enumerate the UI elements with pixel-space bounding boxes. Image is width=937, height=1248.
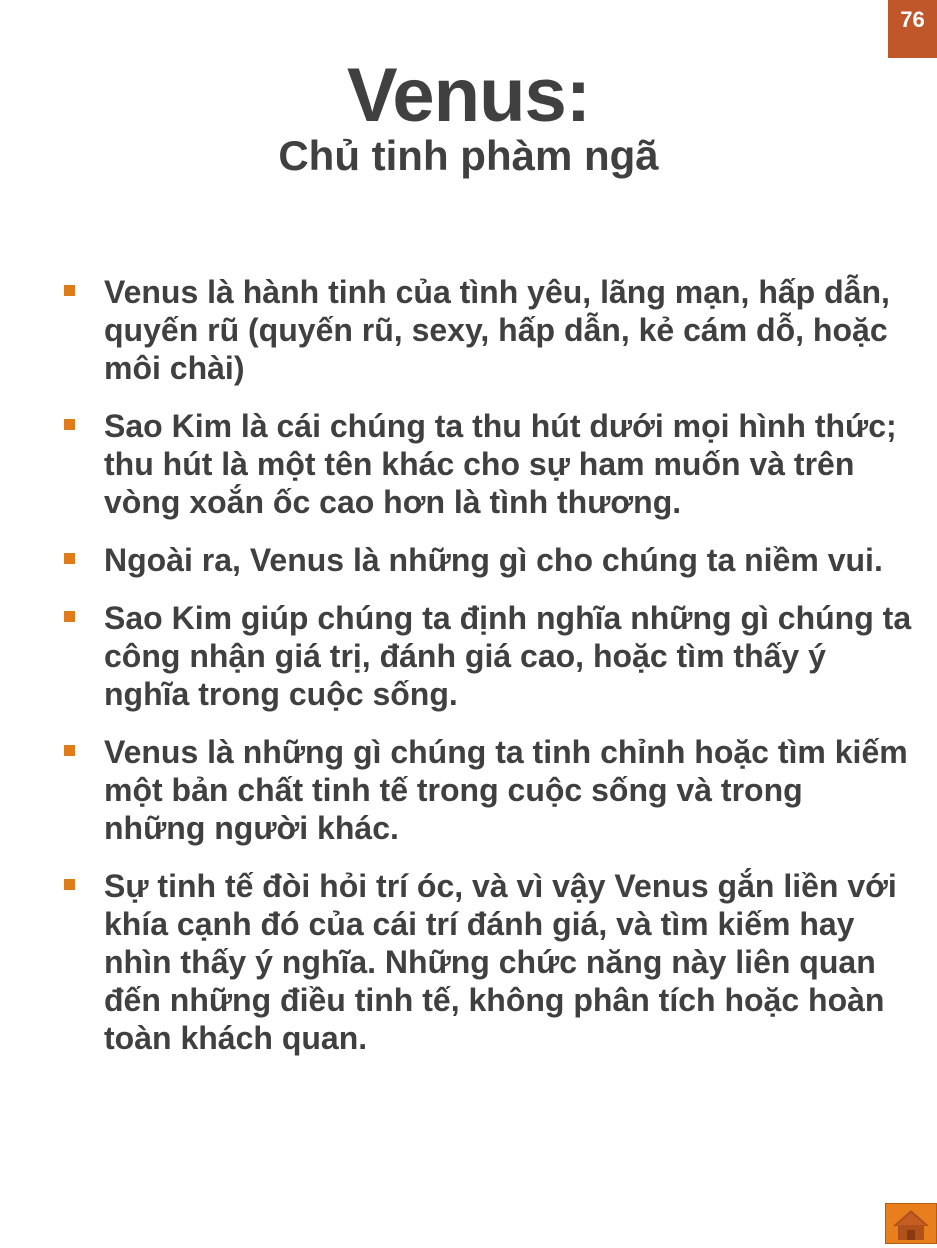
bullet-marker-icon (64, 285, 75, 296)
bullet-list (62, 273, 912, 1077)
bullet-item (62, 733, 912, 847)
bullet-item (62, 407, 912, 521)
bullet-item (62, 541, 912, 579)
page-number: 76 (888, 0, 937, 58)
bullet-text: Sao Kim là cái chúng ta thu hút dưới mọi hình thức; thu hút là một tên khác cho sự ham muốn và trên vòng xoắn ốc cao hơn là tình thương. (104, 408, 897, 520)
home-button[interactable] (885, 1203, 937, 1244)
bullet-text: Sự tinh tế đòi hỏi trí óc, và vì vậy Venus gắn liền với khía cạnh đó của cái trí đánh giá, và tìm kiếm hay nhìn thấy ý nghĩa. Những chức năng này liên quan đến những điều tinh tế, không phân tích hoặc hoàn toàn khách quan. (104, 868, 897, 1056)
bullet-text: Venus là hành tinh của tình yêu, lãng mạn, hấp dẫn, quyến rũ (quyến rũ, sexy, hấp dẫn, kẻ cám dỗ, hoặc môi chài) (104, 274, 890, 386)
bullet-marker-icon (64, 419, 75, 430)
slide-title: Venus: (346, 53, 591, 138)
bullet-marker-icon (64, 745, 75, 756)
home-icon (886, 1204, 936, 1243)
bullet-item (62, 599, 912, 713)
bullet-item (62, 867, 912, 1057)
bullet-marker-icon (64, 879, 75, 890)
bullet-text: Sao Kim giúp chúng ta định nghĩa những gì chúng ta công nhận giá trị, đánh giá cao, hoặc tìm thấy ý nghĩa trong cuộc sống. (104, 600, 912, 712)
bullet-text: Venus là những gì chúng ta tinh chỉnh hoặc tìm kiếm một bản chất tinh tế trong cuộc sống và trong những người khác. (104, 734, 908, 846)
bullet-text: Ngoài ra, Venus là những gì cho chúng ta niềm vui. (104, 542, 883, 578)
bullet-marker-icon (64, 553, 75, 564)
bullet-item (62, 273, 912, 387)
slide-subtitle: Chủ tinh phàm ngã (278, 132, 659, 179)
bullet-marker-icon (64, 611, 75, 622)
